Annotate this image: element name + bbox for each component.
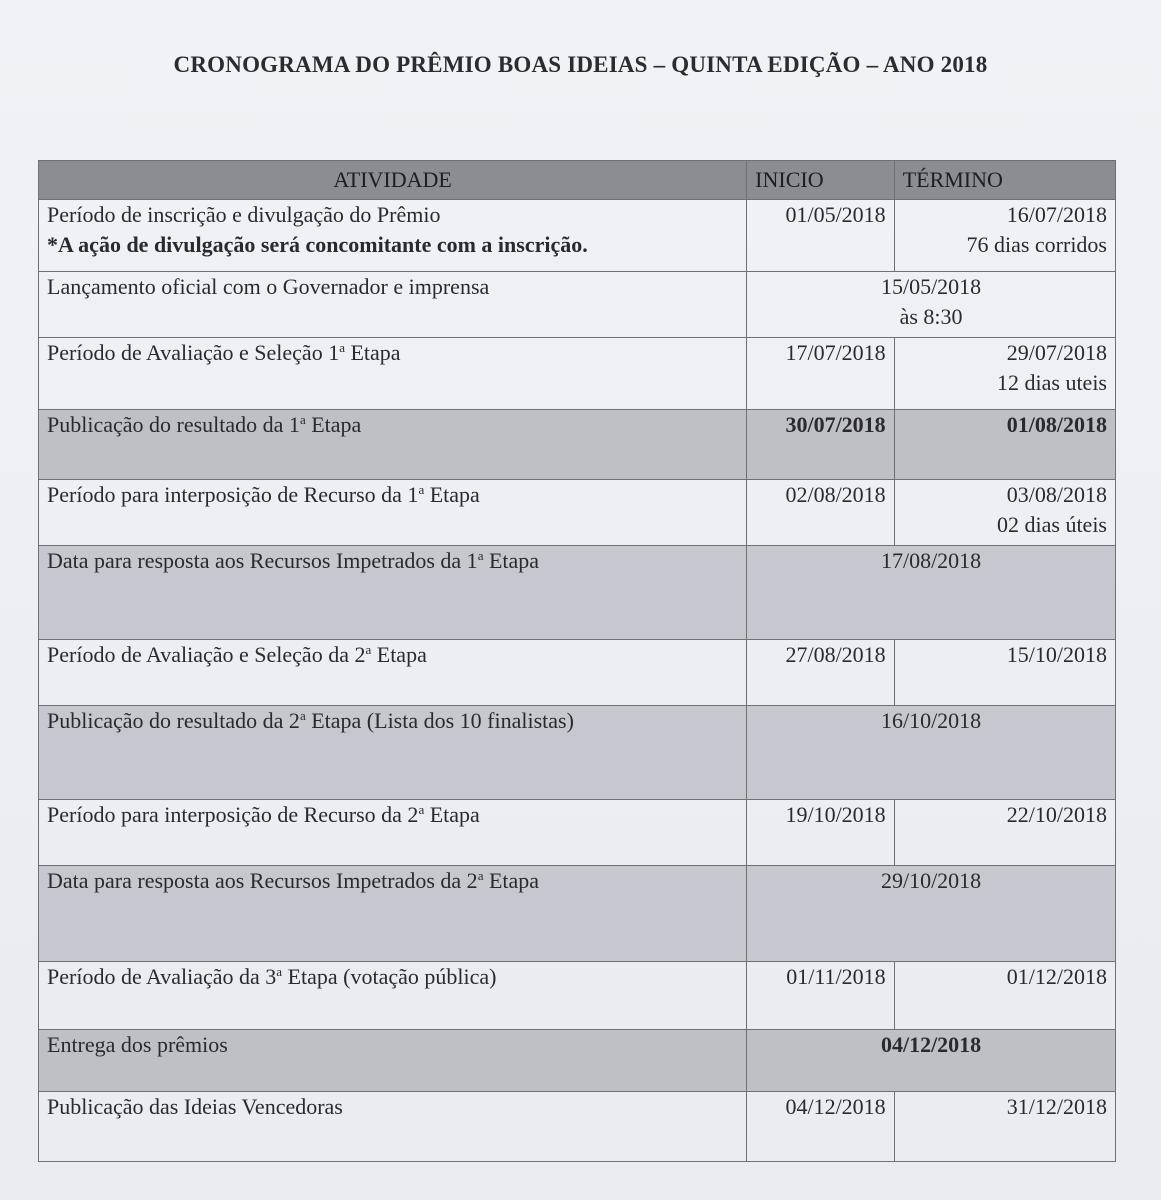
- activity-text-suffix: Etapa: [424, 482, 480, 507]
- ordinal-mark: a: [477, 868, 484, 883]
- activity-text-suffix: Etapa (Lista dos 10 finalistas): [305, 708, 574, 733]
- activity-text-suffix: Etapa: [424, 802, 480, 827]
- end-date-cell: [894, 338, 1115, 410]
- merged-date: 15/05/2018: [880, 274, 982, 299]
- activity-cell: [39, 706, 747, 800]
- activity-text-suffix: Etapa: [483, 548, 540, 573]
- activity-text-suffix: Etapa: [305, 412, 362, 437]
- table-row: [39, 410, 1116, 480]
- end-date: 03/08/2018: [1006, 482, 1107, 507]
- header-termino: TÉRMINO: [894, 161, 1115, 200]
- start-date: 01/05/2018: [747, 200, 895, 272]
- table-row: [39, 480, 1116, 546]
- ordinal-mark: a: [418, 802, 425, 817]
- merged-date-cell: [747, 272, 1116, 338]
- activity-note: *A ação de divulgação será concomitante com a inscrição.: [47, 232, 588, 257]
- start-date: 27/08/2018: [747, 640, 895, 706]
- activity-text: Publicação do resultado da 1: [47, 412, 300, 437]
- activity-cell: [39, 640, 747, 706]
- table-header-row: [39, 161, 1116, 200]
- activity-text-suffix: Etapa (votação pública): [282, 964, 497, 989]
- ordinal-mark: a: [299, 708, 306, 723]
- merged-date-note: às 8:30: [899, 304, 963, 329]
- activity-text: Publicação do resultado da 2: [47, 708, 300, 733]
- end-date-note: 12 dias uteis: [997, 370, 1107, 395]
- start-date: 02/08/2018: [747, 480, 895, 546]
- activity-text: Lançamento oficial com o Governador e imprensa: [39, 272, 747, 338]
- activity-cell: [39, 480, 747, 546]
- ordinal-mark: a: [339, 340, 345, 355]
- end-date-note: 02 dias úteis: [997, 512, 1107, 537]
- start-date: 17/07/2018: [747, 338, 895, 410]
- activity-text-suffix: Etapa: [371, 642, 427, 667]
- table-row: [39, 1030, 1116, 1092]
- end-date: 29/07/2018: [1006, 340, 1107, 365]
- table-row: [39, 272, 1116, 338]
- table-row: [39, 640, 1116, 706]
- activity-cell: [39, 410, 747, 480]
- activity-text: Período para interposição de Recurso da 1: [47, 482, 419, 507]
- table-row: [39, 200, 1116, 272]
- merged-date: 17/08/2018: [747, 546, 1116, 640]
- end-date: 16/07/2018: [1006, 202, 1107, 227]
- document-title: CRONOGRAMA DO PRÊMIO BOAS IDEIAS – QUINTA EDIÇÃO – ANO 2018: [173, 52, 988, 77]
- ordinal-mark: a: [276, 964, 283, 979]
- end-date: 15/10/2018: [894, 640, 1115, 706]
- activity-cell: [39, 546, 747, 640]
- activity-text: Período de Avaliação e Seleção 1: [47, 340, 340, 365]
- end-date: 22/10/2018: [894, 800, 1115, 866]
- activity-text: Período para interposição de Recurso da 2: [47, 802, 419, 827]
- table-row: [39, 800, 1116, 866]
- activity-text: Publicação das Ideias Vencedoras: [39, 1092, 747, 1162]
- activity-text: Período de Avaliação e Seleção da 2: [47, 642, 366, 667]
- activity-text: Data para resposta aos Recursos Impetrados da 2: [47, 868, 478, 893]
- end-date-note: 76 dias corridos: [966, 232, 1107, 257]
- activity-cell: [39, 866, 747, 962]
- start-date: 01/11/2018: [747, 962, 895, 1030]
- activity-text: Entrega dos prêmios: [39, 1030, 747, 1092]
- ordinal-mark: a: [477, 548, 484, 563]
- start-date: 19/10/2018: [747, 800, 895, 866]
- table-row: [39, 962, 1116, 1030]
- end-date: 01/08/2018: [894, 410, 1115, 480]
- activity-cell: [39, 800, 747, 866]
- end-date: 31/12/2018: [894, 1092, 1115, 1162]
- merged-date: 29/10/2018: [747, 866, 1116, 962]
- merged-date: 04/12/2018: [747, 1030, 1116, 1092]
- ordinal-mark: a: [365, 642, 372, 657]
- activity-text-suffix: Etapa: [344, 340, 401, 365]
- activity-cell: [39, 338, 747, 410]
- activity-text-suffix: Etapa: [483, 868, 540, 893]
- activity-text: Período de inscrição e divulgação do Prêmio: [47, 202, 441, 227]
- ordinal-mark: a: [418, 482, 425, 497]
- activity-text: Período de Avaliação da 3: [47, 964, 277, 989]
- table-row: [39, 1092, 1116, 1162]
- activity-cell: [39, 962, 747, 1030]
- table-row: [39, 706, 1116, 800]
- activity-text: Data para resposta aos Recursos Impetrados da 1: [47, 548, 478, 573]
- merged-date: 16/10/2018: [747, 706, 1116, 800]
- table-row: [39, 866, 1116, 962]
- end-date-cell: [894, 480, 1115, 546]
- schedule-table: [38, 160, 1116, 1162]
- activity-cell: [39, 200, 747, 272]
- start-date: 04/12/2018: [747, 1092, 895, 1162]
- table-row: [39, 546, 1116, 640]
- ordinal-mark: a: [299, 412, 306, 427]
- table-row: [39, 338, 1116, 410]
- end-date-cell: [894, 200, 1115, 272]
- start-date: 30/07/2018: [747, 410, 895, 480]
- end-date: 01/12/2018: [894, 962, 1115, 1030]
- header-inicio: INICIO: [747, 161, 895, 200]
- header-atividade: ATIVIDADE: [39, 161, 747, 200]
